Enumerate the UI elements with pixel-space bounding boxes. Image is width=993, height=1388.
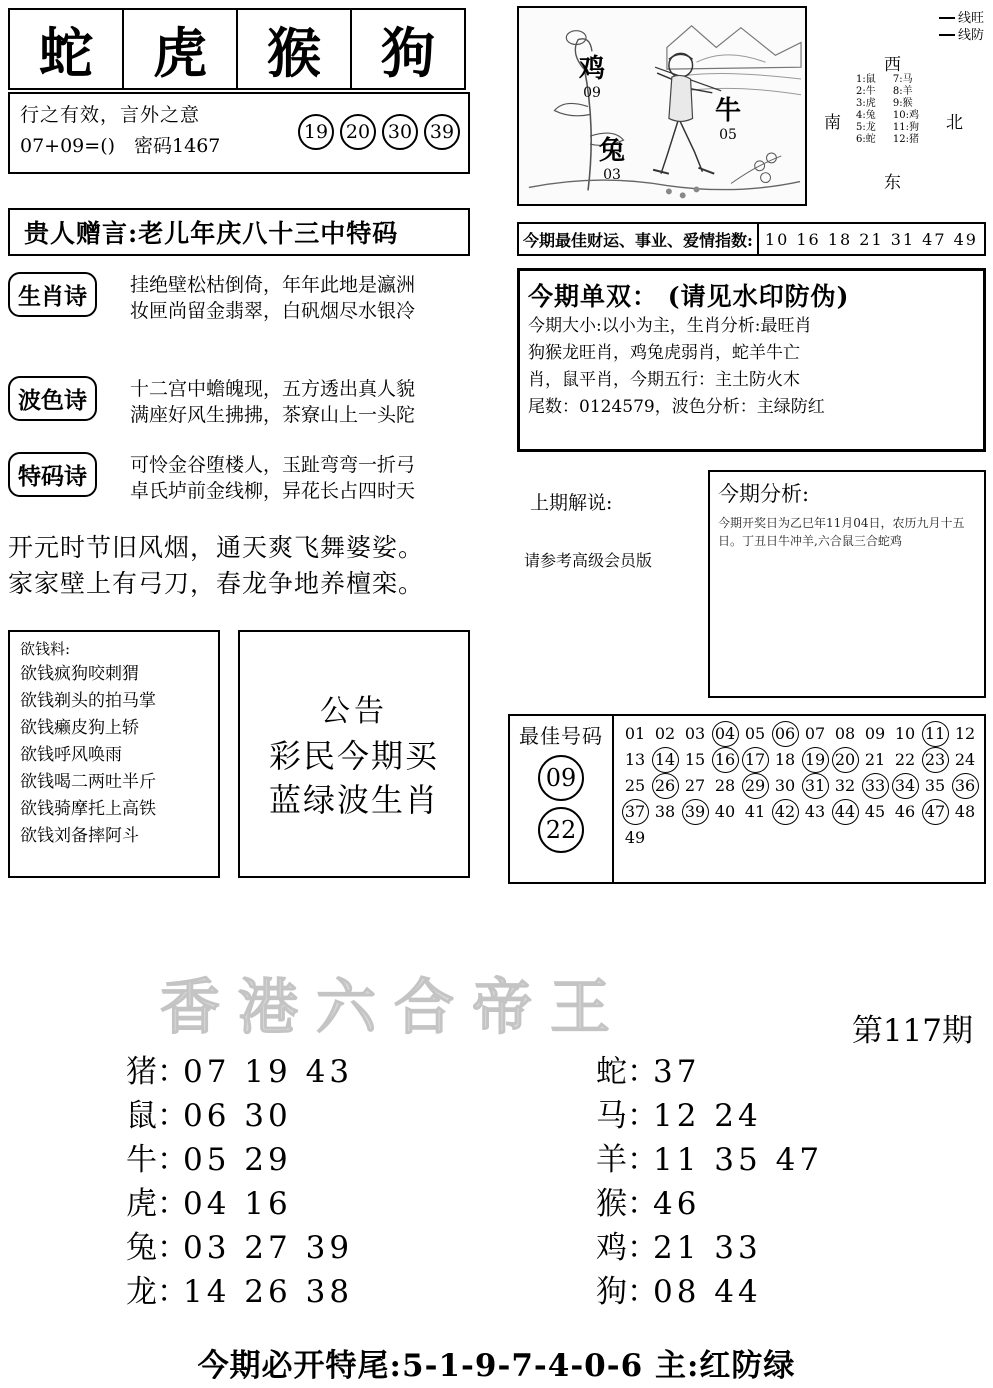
odd-even-line: 肖，鼠平肖，今期五行：主土防火木	[528, 370, 800, 390]
colon-separator: ：	[627, 1274, 658, 1310]
hint-line-1: 行之有效，言外之意	[20, 104, 201, 126]
compass-number-col-right	[893, 74, 919, 146]
notice-box	[238, 630, 470, 878]
number-grid-cell[interactable]: 26	[650, 773, 680, 797]
analysis-box	[708, 470, 986, 698]
top-zodiac-cell: 蛇	[8, 8, 124, 90]
zodiac-number-row	[565, 1222, 823, 1266]
compass-direction-north: 北	[946, 113, 963, 133]
number-grid-cell[interactable]: 15	[684, 749, 706, 769]
number-grid-cell[interactable]: 14	[650, 747, 680, 771]
colon-separator: ：	[627, 1142, 658, 1178]
illustration-label-name: 牛	[715, 96, 742, 126]
top-zodiac-cell: 虎	[122, 8, 238, 90]
line-dash-icon	[939, 34, 955, 36]
previous-explain-text: 请参考高级会员版	[524, 551, 653, 570]
top-zodiac-cell: 狗	[350, 8, 466, 90]
illustration-label	[599, 130, 625, 183]
analysis-title: 今期分析:	[718, 482, 810, 506]
poem-line: 满座好风生拂拂，茶寮山上一头陀	[130, 404, 416, 426]
money-riddle-title: 欲钱料:	[20, 640, 71, 658]
number-grid-cell[interactable]: 13	[624, 749, 646, 769]
analysis-body: 今期开奖日为乙巳年11月04日，农历九月十五日。丁丑日牛冲羊,六合鼠三合蛇鸡	[718, 516, 965, 548]
colon-separator: ：	[157, 1186, 188, 1222]
colon-separator: ：	[627, 1054, 658, 1090]
notice-line: 蓝绿波生肖	[268, 781, 439, 819]
number-grid-cell[interactable]: 12	[954, 723, 976, 743]
zodiac-numbers: 04 16	[183, 1186, 292, 1222]
colon-separator: ：	[157, 1274, 188, 1310]
line-dash-icon	[939, 17, 955, 19]
best-numbers-left	[510, 716, 614, 882]
zodiac-number-row	[565, 1046, 823, 1090]
number-grid-cell[interactable]: 09	[864, 723, 886, 743]
issue-number: 第117期	[851, 1013, 973, 1049]
money-riddle-item: 欲钱疯狗咬刺猬	[20, 664, 139, 684]
zodiac-numbers: 07 19 43	[183, 1054, 354, 1090]
zodiac-name: 兔	[126, 1230, 157, 1266]
zodiac-name: 鸡	[596, 1230, 627, 1266]
number-grid-cell[interactable]: 17	[740, 747, 770, 771]
top-zodiac-row	[8, 8, 464, 90]
number-grid-cell[interactable]: 35	[924, 775, 946, 795]
zodiac-name: 牛	[126, 1142, 157, 1178]
number-grid-cell[interactable]: 42	[770, 799, 800, 823]
number-grid-row	[620, 746, 980, 772]
number-grid	[614, 716, 984, 882]
number-grid-cell[interactable]: 07	[804, 723, 826, 743]
number-grid-cell[interactable]: 41	[744, 801, 766, 821]
zodiac-numbers: 14 26 38	[183, 1274, 354, 1310]
illustration-label-number: 03	[603, 167, 621, 183]
number-grid-cell[interactable]: 16	[710, 747, 740, 771]
number-grid-row	[620, 772, 980, 798]
odd-even-line: 狗猴龙旺肖，鸡兔虎弱肖，蛇羊牛亡	[528, 343, 800, 363]
compass-number-item: 5:龙	[856, 122, 876, 133]
feature-poem	[8, 530, 470, 602]
money-riddle-item: 欲钱剃头的拍马掌	[20, 691, 156, 711]
zodiac-number-column-right	[565, 1046, 823, 1310]
number-grid-cell[interactable]: 27	[684, 775, 706, 795]
poem-label: 特码诗	[8, 452, 97, 497]
zodiac-name: 狗	[596, 1274, 627, 1310]
best-number-ball: 22	[538, 807, 584, 853]
compass-number-item: 2:牛	[856, 86, 876, 97]
zodiac-numbers: 46	[653, 1186, 701, 1222]
colon-separator: ：	[627, 1230, 658, 1266]
compass-number-item: 6:蛇	[856, 134, 876, 145]
illustration-label-number: 09	[583, 85, 601, 101]
number-grid-row	[620, 798, 980, 824]
footer-tail-line: 今期必开特尾:5-1-9-7-4-0-6 主:红防绿	[197, 1348, 796, 1384]
zodiac-name: 羊	[596, 1142, 627, 1178]
odd-even-line: 今期大小:以小为主，生肖分析:最旺肖	[528, 316, 812, 336]
number-grid-cell[interactable]: 37	[620, 799, 650, 823]
compass-legend	[939, 10, 984, 44]
zodiac-numbers: 12 24	[653, 1098, 762, 1134]
zodiac-number-row	[95, 1222, 353, 1266]
zodiac-number-row	[565, 1090, 823, 1134]
illustration-box	[517, 6, 807, 206]
number-grid-cell[interactable]: 10	[894, 723, 916, 743]
zodiac-name: 猴	[596, 1186, 627, 1222]
colon-separator: ：	[157, 1098, 188, 1134]
number-grid-cell[interactable]: 48	[954, 801, 976, 821]
poem-line: 十二宫中蟾魄现，五方透出真人貌	[130, 378, 416, 400]
number-grid-cell[interactable]: 03	[684, 723, 706, 743]
illustration-drawing	[519, 8, 805, 205]
compass-number-item: 12:猪	[892, 134, 920, 145]
zodiac-numbers: 05 29	[183, 1142, 292, 1178]
number-grid-cell[interactable]: 43	[804, 801, 826, 821]
odd-even-box	[517, 268, 986, 452]
illustration-label-name: 鸡	[579, 54, 606, 84]
number-grid-cell[interactable]: 18	[774, 749, 796, 769]
number-grid-cell[interactable]: 45	[864, 801, 886, 821]
poem-line: 妆匣尚留金翡翠，白矾烟尽水银冷	[130, 300, 416, 322]
number-grid-cell[interactable]: 08	[834, 723, 856, 743]
compass-number-item: 10:鸡	[892, 110, 920, 121]
number-grid-cell[interactable]: 22	[894, 749, 916, 769]
best-number-ball: 09	[538, 755, 584, 801]
number-grid-cell[interactable]: 33	[860, 773, 890, 797]
number-grid-cell[interactable]: 19	[800, 747, 830, 771]
hint-ball: 30	[382, 114, 418, 150]
compass-number-item: 11:狗	[892, 122, 920, 133]
hint-box	[8, 92, 470, 174]
zodiac-name: 马	[596, 1098, 627, 1134]
best-numbers-box	[508, 714, 986, 884]
number-grid-cell[interactable]: 36	[950, 773, 980, 797]
zodiac-number-row	[95, 1266, 353, 1310]
odd-even-header	[528, 277, 975, 313]
zodiac-number-row	[565, 1134, 823, 1178]
notice-line: 彩民今期买	[268, 737, 439, 775]
number-grid-cell[interactable]: 49	[624, 827, 646, 847]
number-grid-row	[620, 824, 980, 850]
guiren-banner: 贵人赠言:老儿年庆八十三中特码	[8, 208, 470, 256]
index-row-label: 今期最佳财运、事业、爱情指数:	[519, 224, 759, 254]
money-riddle-item: 欲钱癞皮狗上轿	[20, 718, 139, 738]
colon-separator: ：	[157, 1230, 188, 1266]
zodiac-numbers: 21 33	[653, 1230, 762, 1266]
poem-label: 生肖诗	[8, 272, 97, 317]
number-grid-cell[interactable]: 06	[770, 721, 800, 745]
compass-legend-item: 线防	[957, 28, 984, 43]
poem-line: 可怜金谷堕楼人，玉趾弯弯一折弓	[130, 454, 416, 476]
compass-number-item: 7:马	[892, 74, 913, 85]
compass-legend-item: 线旺	[957, 11, 984, 26]
zodiac-number-row	[565, 1178, 823, 1222]
number-grid-cell[interactable]: 44	[830, 799, 860, 823]
zodiac-number-row	[95, 1134, 353, 1178]
poem-line: 挂绝壁松枯倒倚，年年此地是瀛洲	[130, 274, 416, 296]
number-grid-cell[interactable]: 32	[834, 775, 856, 795]
money-riddle-item: 欲钱呼风唤雨	[20, 745, 122, 765]
feature-poem-line: 家家壁上有弓刀，春龙争地养檀栾。	[8, 569, 425, 598]
zodiac-number-row	[95, 1178, 353, 1222]
number-grid-cell[interactable]: 46	[894, 801, 916, 821]
illustration-label-name: 兔	[599, 136, 626, 166]
colon-separator: ：	[627, 1098, 658, 1134]
poem-text	[130, 452, 470, 504]
number-grid-cell[interactable]: 25	[624, 775, 646, 795]
zodiac-name: 龙	[126, 1274, 157, 1310]
hint-ball: 39	[424, 114, 460, 150]
hint-ball-group	[298, 114, 460, 150]
number-grid-cell[interactable]: 34	[890, 773, 920, 797]
watermark-title: 香港六合帝王	[160, 973, 628, 1043]
poem-text	[130, 272, 470, 324]
feature-poem-line: 开元时节旧风烟，通天爽飞舞婆娑。	[8, 533, 425, 562]
number-grid-cell[interactable]: 05	[744, 723, 766, 743]
hint-line-2: 07+09=() 密码1467	[20, 135, 221, 157]
poem-shengxiao	[8, 272, 470, 340]
compass-direction-east: 东	[884, 173, 901, 193]
poem-text	[130, 376, 470, 428]
number-grid-cell[interactable]: 40	[714, 801, 736, 821]
colon-separator: ：	[157, 1054, 188, 1090]
top-zodiac-cell: 猴	[236, 8, 352, 90]
notice-title: 公告	[320, 694, 388, 729]
zodiac-name: 猪	[126, 1054, 157, 1090]
number-grid-cell[interactable]: 38	[654, 801, 676, 821]
number-grid-cell[interactable]: 20	[830, 747, 860, 771]
number-grid-cell[interactable]: 23	[920, 747, 950, 771]
previous-explain-label: 上期解说:	[530, 492, 613, 514]
number-grid-cell[interactable]: 30	[774, 775, 796, 795]
zodiac-number-column-left	[95, 1046, 353, 1310]
compass-number-item: 9:猴	[892, 98, 913, 109]
poem-bose	[8, 376, 470, 444]
zodiac-number-row	[565, 1266, 823, 1310]
zodiac-numbers: 06 30	[183, 1098, 292, 1134]
compass-direction-south: 南	[824, 113, 841, 133]
compass-number-list	[856, 74, 919, 146]
number-grid-cell[interactable]: 01	[624, 723, 646, 743]
odd-even-header-right: (请见水印防伪)	[667, 282, 850, 311]
illustration-label	[579, 48, 605, 101]
number-grid-cell[interactable]: 21	[864, 749, 886, 769]
zodiac-numbers: 11 35 47	[653, 1142, 824, 1178]
poem-label: 波色诗	[8, 376, 97, 421]
index-row-values: 10 16 18 21 31 47 49	[764, 229, 978, 249]
money-riddle-box	[8, 630, 220, 878]
number-grid-cell[interactable]: 39	[680, 799, 710, 823]
money-riddle-item: 欲钱喝二两吐半斤	[20, 772, 156, 792]
money-riddle-item: 欲钱骑摩托上高铁	[20, 799, 156, 819]
compass-direction-west: 西	[884, 55, 901, 75]
money-riddle-item: 欲钱刘备摔阿斗	[20, 826, 139, 846]
number-grid-cell[interactable]: 31	[800, 773, 830, 797]
best-numbers-label: 最佳号码	[519, 724, 603, 748]
number-grid-cell[interactable]: 47	[920, 799, 950, 823]
number-grid-cell[interactable]: 02	[654, 723, 676, 743]
poem-line: 卓氏垆前金线柳，异花长占四时天	[130, 480, 416, 502]
zodiac-numbers: 03 27 39	[183, 1230, 354, 1266]
colon-separator: ：	[627, 1186, 658, 1222]
compass-number-item: 3:虎	[856, 98, 876, 109]
number-grid-cell[interactable]: 11	[920, 721, 950, 745]
number-grid-cell[interactable]: 29	[740, 773, 770, 797]
compass-box	[818, 6, 986, 206]
odd-even-line: 尾数：0124579，波色分析：主绿防红	[528, 397, 825, 417]
compass-number-col-left	[856, 74, 876, 146]
hint-ball: 19	[298, 114, 334, 150]
number-grid-row	[620, 720, 980, 746]
zodiac-number-row	[95, 1046, 353, 1090]
odd-even-header-left: 今期单双：	[528, 282, 659, 311]
illustration-label	[715, 90, 741, 143]
compass-number-item: 8:羊	[892, 86, 913, 97]
zodiac-name: 鼠	[126, 1098, 157, 1134]
hint-ball: 20	[340, 114, 376, 150]
number-grid-cell[interactable]: 24	[954, 749, 976, 769]
zodiac-numbers: 37	[653, 1054, 701, 1090]
colon-separator: ：	[157, 1142, 188, 1178]
poem-tema	[8, 452, 470, 520]
zodiac-number-row	[95, 1090, 353, 1134]
zodiac-name: 蛇	[596, 1054, 627, 1090]
illustration-label-number: 05	[719, 127, 737, 143]
compass-number-item: 4:兔	[856, 110, 876, 121]
number-grid-cell[interactable]: 04	[710, 721, 740, 745]
compass-number-item: 1:鼠	[856, 74, 876, 85]
zodiac-numbers: 08 44	[653, 1274, 762, 1310]
number-grid-cell[interactable]: 28	[714, 775, 736, 795]
zodiac-name: 虎	[126, 1186, 157, 1222]
index-row	[517, 222, 986, 256]
